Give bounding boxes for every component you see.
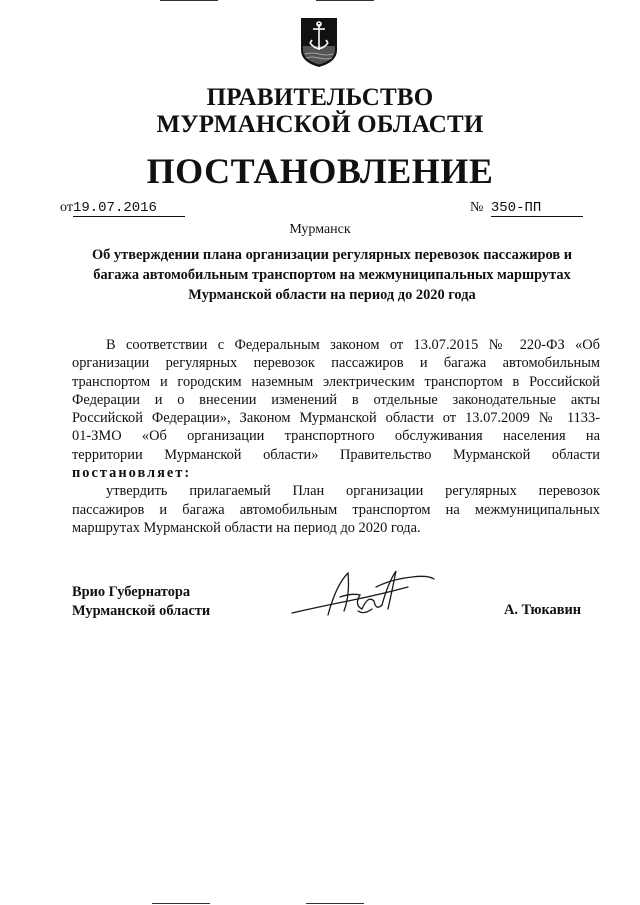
subject-line: багажа автомобильным транспортом на межмуниципальных маршрутах: [93, 267, 571, 283]
top-edge-mark: [316, 0, 374, 1]
date-line: [60, 200, 185, 217]
position-line: Мурманской области: [72, 603, 211, 619]
number-prefix: №: [470, 200, 484, 215]
government-name-line1: ПРАВИТЕЛЬСТВО: [206, 84, 434, 111]
bottom-edge-mark: [152, 903, 210, 904]
signatory-name: А. Тюкавин: [504, 602, 582, 618]
bottom-edge-mark: [306, 903, 364, 904]
body-line: пассажиров и багажа автомобильным транспортом на межмуниципальных: [72, 501, 600, 518]
body-line: утвердить прилагаемый План организации регулярных перевозок: [106, 483, 600, 500]
subject-line: Мурманской области на период до 2020 года: [188, 287, 476, 303]
number-line: [470, 200, 583, 217]
position-line: Врио Губернатора: [72, 584, 191, 600]
subject-line: Об утверждении плана организации регулярных перевозок пассажиров и: [91, 247, 573, 263]
document-date: 19.07.2016: [73, 200, 185, 217]
signatory-position: [72, 583, 210, 621]
body-line: маршрутах Мурманской области на период до 2020 года.: [72, 519, 421, 536]
city: Мурманск: [289, 222, 351, 237]
document-subject: [82, 245, 582, 305]
top-edge-mark: [160, 0, 218, 1]
document-type-title: ПОСТАНОВЛЕНИЕ: [146, 151, 494, 191]
body-line: Российской Федерации», Законом Мурманской области от 13.07.2009 № 1133-: [72, 410, 600, 427]
body-line: организации регулярных перевозок пассажиров и багажа автомобильным: [72, 355, 600, 372]
resolves-word: постановляет:: [72, 465, 192, 482]
date-prefix: от: [60, 200, 73, 215]
handwritten-signature-icon: [288, 565, 438, 625]
body-line: 01-ЗМО «Об организации транспортного обслуживания населения на: [72, 428, 600, 445]
body-line: транспортом и городским наземным электрическим транспортом в Российской: [72, 373, 600, 390]
body-line: Федерации и о внесении изменений в отдельные законодательные акты: [72, 391, 600, 408]
murmansk-region-coat-of-arms-icon: [299, 16, 339, 68]
body-line: В соответствии с Федеральным законом от 13.07.2015 № 220-ФЗ «Об: [106, 337, 600, 353]
body-line: территории Мурманской области» Правительство Мурманской области: [72, 446, 600, 463]
document-number: 350-ПП: [491, 200, 583, 217]
document-body: [72, 336, 600, 537]
government-name-line2: МУРМАНСКОЙ ОБЛАСТИ: [156, 111, 484, 138]
